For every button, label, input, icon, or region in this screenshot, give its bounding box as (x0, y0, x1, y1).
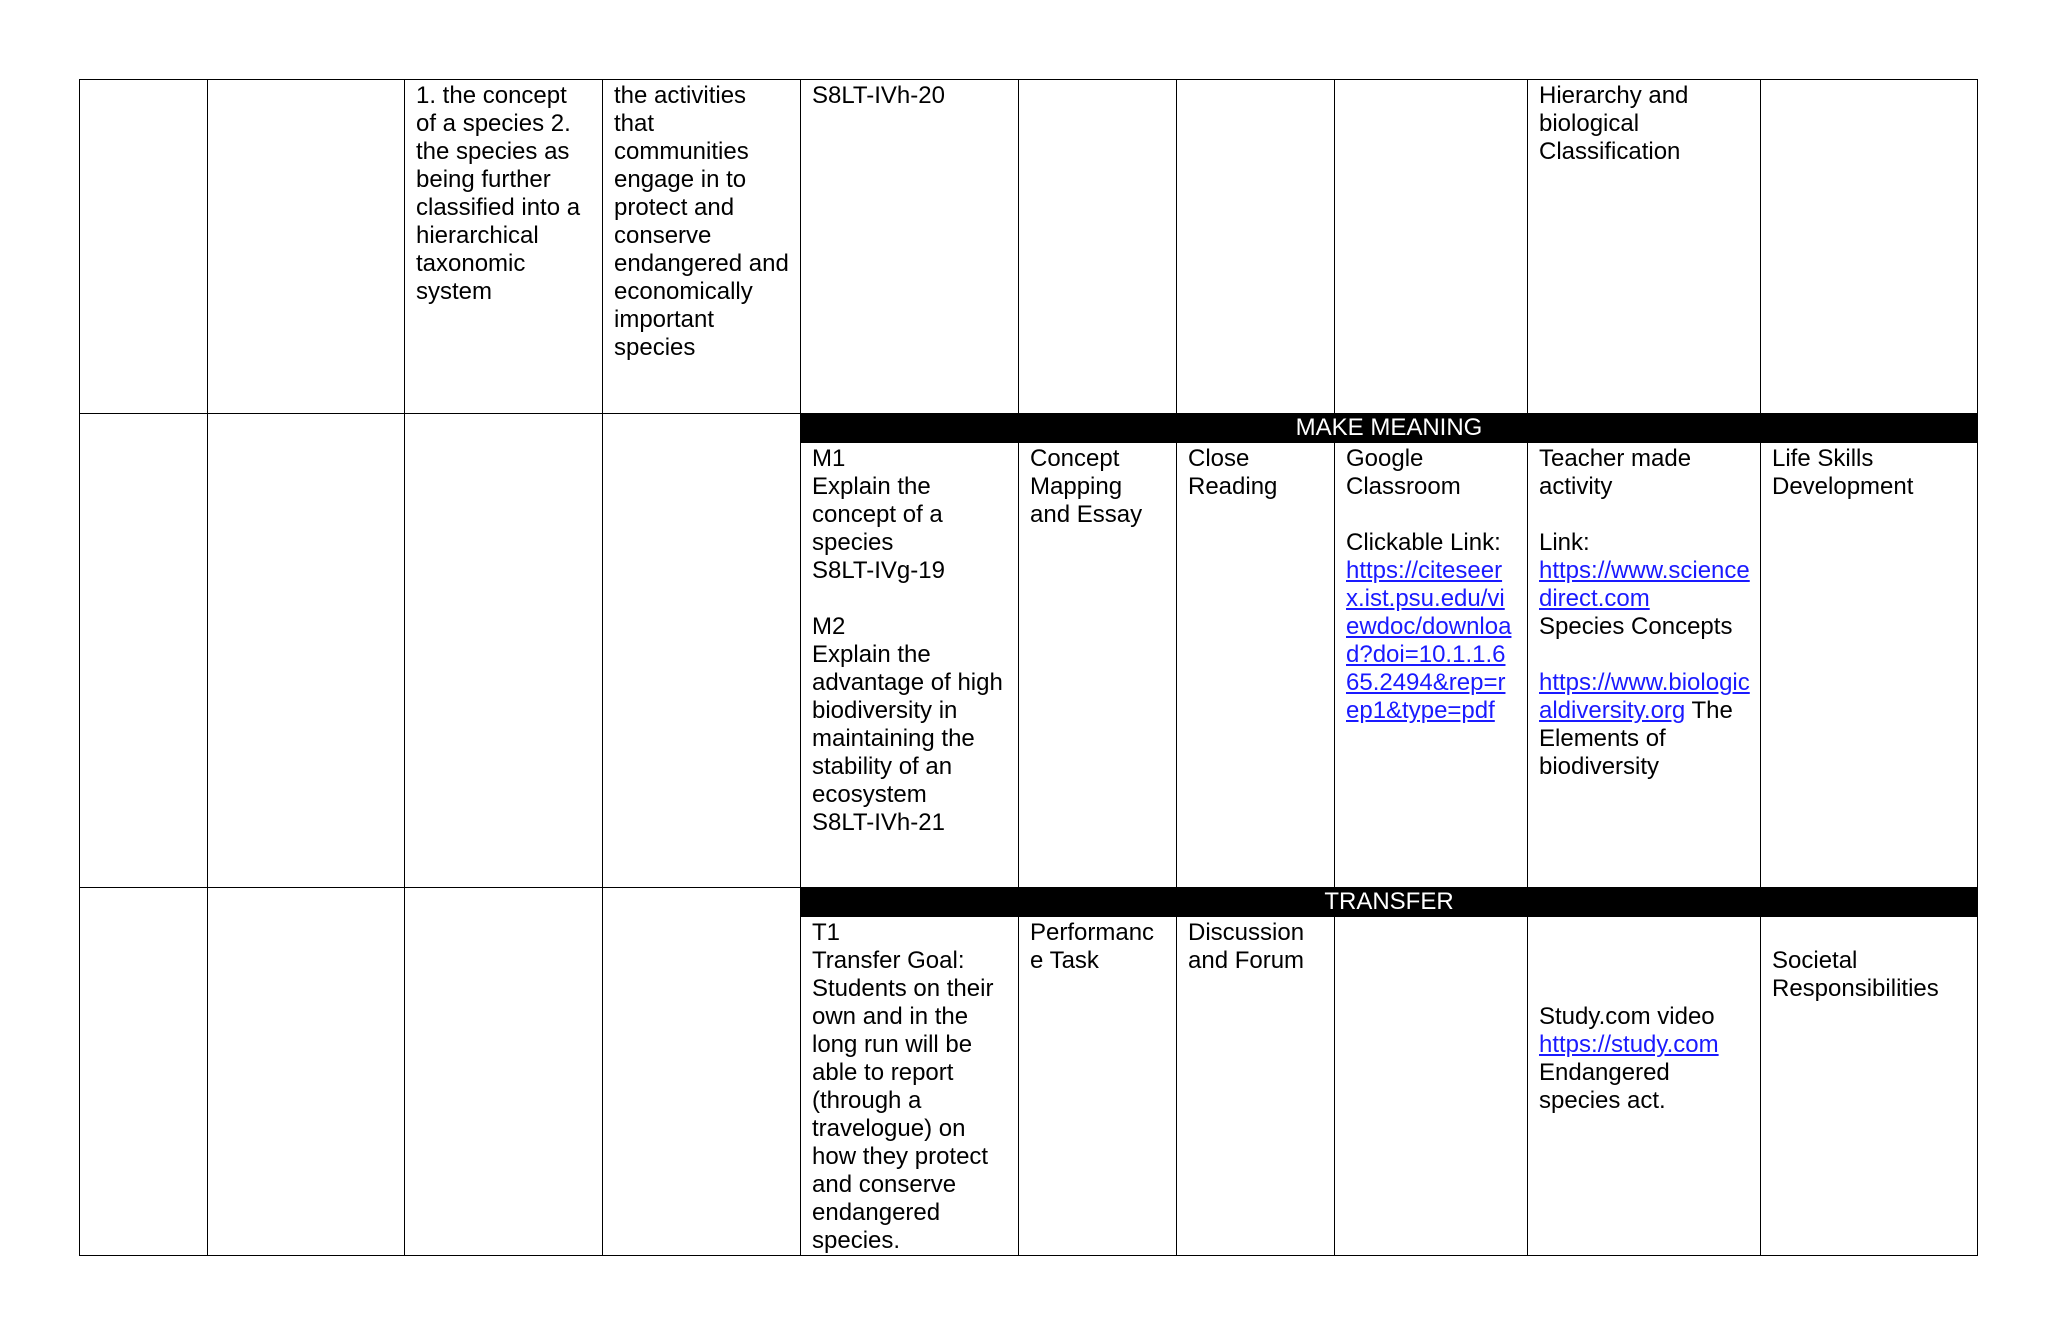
m1-ref: S8LT-IVg-19 (812, 557, 945, 584)
resources-text: Hierarchy and biological Classification (1539, 82, 1689, 165)
table-cell (80, 414, 208, 888)
assessment-text: Concept Mapping and Essay (1030, 445, 1143, 528)
study-video-title: Study.com video (1539, 1003, 1715, 1030)
strategy-text: Discussion and Forum (1188, 919, 1305, 974)
competency-cell (801, 917, 1019, 1256)
biodiversity-desc: The Elements of biodiversity (1539, 697, 1733, 780)
values-cell (1761, 443, 1978, 888)
biodiversity-resource (1539, 669, 1750, 780)
table-cell (1335, 917, 1528, 1256)
assessment-cell (1019, 443, 1177, 888)
content-standard-cell (405, 80, 603, 414)
resources-cell (1528, 917, 1761, 1256)
table-cell (208, 888, 405, 1256)
t1-code: T1 (812, 919, 841, 946)
platform-link-label: Clickable Link: (1346, 529, 1501, 556)
transfer-band: TRANSFER (801, 888, 1978, 917)
table-cell (1335, 80, 1528, 414)
m1-code: M1 (812, 445, 846, 472)
m1-text: Explain the concept of a species (812, 473, 943, 556)
assessment-cell (1019, 917, 1177, 1256)
competency-cell (801, 80, 1019, 414)
resources-cell (1528, 443, 1761, 888)
strategy-cell (1177, 443, 1335, 888)
biologicaldiversity-link[interactable]: https://www.biologicaldiversity.org (1539, 669, 1750, 724)
resources-title: Teacher made activity (1539, 445, 1692, 500)
species-concepts-text: Species Concepts (1539, 613, 1733, 640)
platform-link[interactable]: https://citeseerx.ist.psu.edu/viewdoc/download?doi=10.1.1.665.2494&rep=rep1&type=pdf (1346, 557, 1512, 724)
performance-standard-cell (603, 80, 801, 414)
strategy-text: Close Reading (1188, 445, 1278, 500)
competency-cell (801, 443, 1019, 888)
table-cell (1761, 80, 1978, 414)
table-cell (603, 414, 801, 888)
strategy-cell (1177, 917, 1335, 1256)
table-cell (1177, 80, 1335, 414)
table-cell (603, 888, 801, 1256)
curriculum-map-table (79, 79, 1978, 1256)
assessment-text: Performance Task (1030, 919, 1155, 974)
t1-text: Transfer Goal: Students on their own and in the long run will be able to report (through a travelogue) on how they protect and conserve endangered species. (812, 947, 994, 1254)
table-cell (1019, 80, 1177, 414)
m2-text: Explain the advantage of high biodiversity in maintaining the stability of an ecosystem (812, 641, 1003, 808)
m2-ref: S8LT-IVh-21 (812, 809, 945, 836)
make-meaning-band: MAKE MEANING (801, 414, 1978, 443)
table-row (80, 414, 1978, 443)
values-text: Societal Responsibilities (1772, 947, 1939, 1002)
content-standard-text: 1. the concept of a species 2. the species as being further classified into a hierarchical taxonomic system (416, 82, 581, 305)
platform-cell (1335, 443, 1528, 888)
resources-link-label: Link: (1539, 529, 1590, 556)
table-cell (80, 888, 208, 1256)
table-cell (405, 414, 603, 888)
performance-standard-text: the activities that communities engage in to protect and conserve endangered and economically important species (614, 82, 789, 361)
values-cell (1761, 917, 1978, 1256)
sciencedirect-link[interactable]: https://www.sciencedirect.com (1539, 557, 1750, 612)
platform-name: Google Classroom (1346, 445, 1461, 500)
table-cell (405, 888, 603, 1256)
endangered-species-act-text: Endangered species act. (1539, 1059, 1670, 1114)
table-cell (80, 80, 208, 414)
m2-code: M2 (812, 613, 846, 640)
resources-cell (1528, 80, 1761, 414)
study-link[interactable]: https://study.com (1539, 1031, 1719, 1058)
table-cell (208, 80, 405, 414)
table-row (80, 888, 1978, 917)
table-row (80, 80, 1978, 414)
table-cell (208, 414, 405, 888)
values-text: Life Skills Development (1772, 445, 1914, 500)
competency-code: S8LT-IVh-20 (812, 82, 945, 109)
